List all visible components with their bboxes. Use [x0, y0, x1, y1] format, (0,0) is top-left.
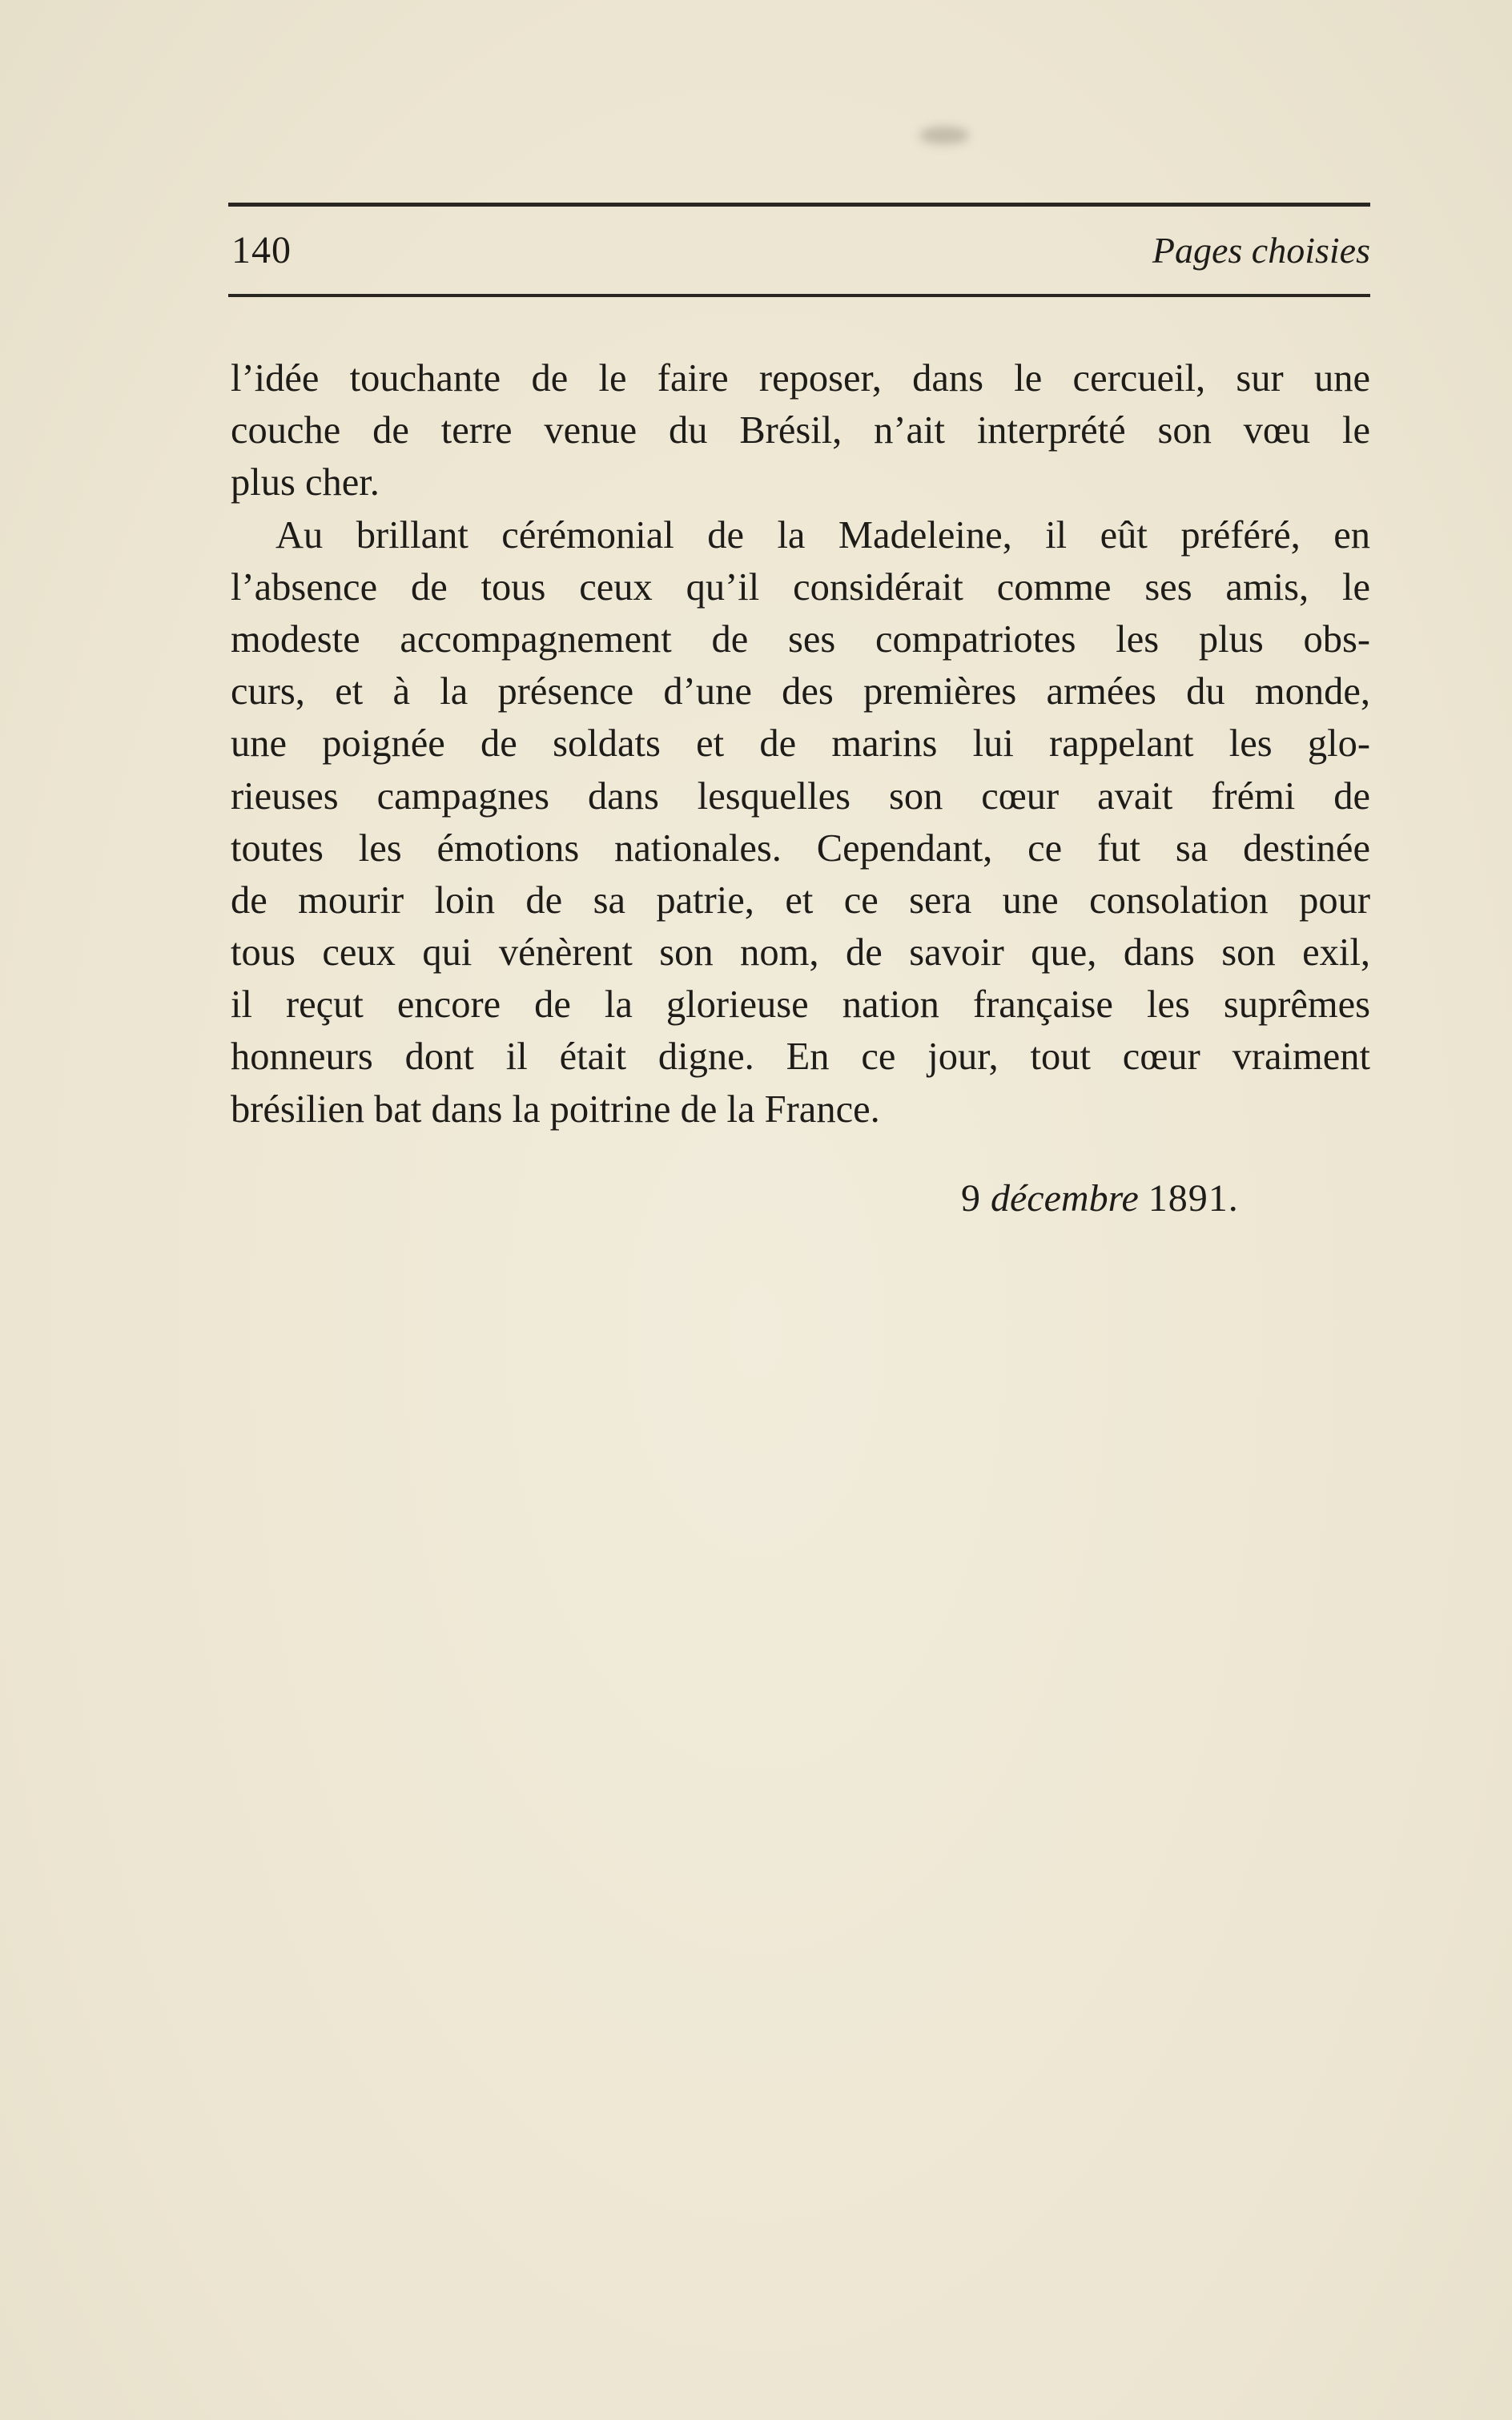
- text-line: toutes les émotions nationales. Cependant, ce fut sa destinée: [231, 826, 1370, 870]
- text-line: il reçut encore de la glorieuse nation française les suprêmes: [231, 983, 1370, 1027]
- text-line: couche de terre venue du Brésil, n’ait interprété son vœu le: [231, 409, 1370, 452]
- page-number: 140: [231, 229, 292, 271]
- signature-month: décembre: [991, 1177, 1139, 1220]
- text-line: de mourir loin de sa patrie, et ce sera une consolation pour: [231, 878, 1370, 922]
- signature-day: 9: [961, 1177, 981, 1220]
- date-signature: [961, 1171, 1297, 1227]
- text-line: l’idée touchante de le faire reposer, dans le cercueil, sur une: [231, 357, 1370, 400]
- text-line: curs, et à la présence d’une des premières armées du monde,: [231, 670, 1370, 714]
- header-top-rule: [228, 203, 1370, 207]
- text-line: rieuses campagnes dans lesquelles son cœur avait frémi de: [231, 774, 1370, 818]
- text-line: Au brillant cérémonial de la Madeleine, il eût préféré, en: [275, 513, 1370, 557]
- running-title: Pages choisies: [1152, 230, 1370, 271]
- text-line: tous ceux qui vénèrent son nom, de savoir que, dans son exil,: [231, 931, 1370, 975]
- text-line: honneurs dont il était digne. En ce jour, tout cœur vraiment: [231, 1035, 1370, 1079]
- text-line: brésilien bat dans la poitrine de la France.: [231, 1087, 880, 1131]
- text-line: plus cher.: [231, 461, 380, 505]
- text-line: l’absence de tous ceux qu’il considérait comme ses amis, le: [231, 565, 1370, 609]
- body-text: [231, 352, 1370, 1136]
- text-line: modeste accompagnement de ses compatriotes les plus obs-: [231, 617, 1370, 661]
- page-header: [228, 223, 1370, 279]
- text-line: une poignée de soldats et de marins lui rappelant les glo-: [231, 722, 1370, 766]
- ink-smudge: [919, 127, 969, 144]
- header-bottom-rule: [228, 294, 1370, 297]
- signature-year: 1891.: [1148, 1177, 1239, 1220]
